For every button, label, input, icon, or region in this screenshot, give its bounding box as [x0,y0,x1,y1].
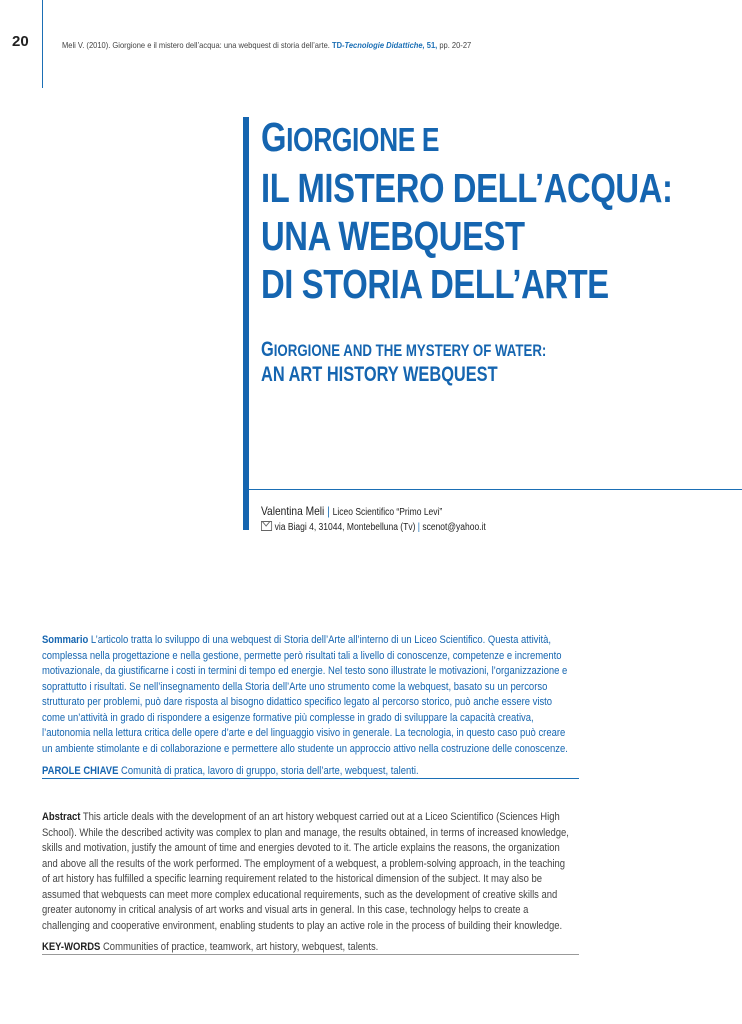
key-words-rule [42,954,579,955]
author-line [261,504,442,518]
subtitle-line-1: GIORGIONE AND THE MYSTERY OF WATER: [261,338,547,361]
parole-chiave-label: PAROLE CHIAVE [42,765,119,777]
sommario-label: Sommario [42,634,89,646]
abstract-paragraph [42,810,575,934]
author-divider [249,489,742,490]
author-affiliation: Liceo Scientifico “Primo Levi” [332,507,443,518]
title-line-1: GIORGIONE E [261,114,440,160]
sommario-text: L’articolo tratta lo sviluppo di una webquest di Storia dell’Arte all’interno di un Liceo Scientifico. Questa attività, complessa nella progettazione e nella gestione, permette però risultati tali a livello di conoscenze, competenze e incremento motivazionale, da giustificarne i costi in termini di tempo ed energie. Nel testo sono illustrate le motivazioni, l’organizzazione e soprattutto i risultati. Se nell’insegnamento della Storia dell’Arte uno strumento come la webquest, basato su un percorso strutturato per problemi, può dare risposta al bisogno didattico specifico legato al percorso storico, può anche essere visto come un’attività in grado di rispondere a esigenze formative più complesse in grado di sviluppare la capacità creativa, l’autonomia nella lettura critica delle opere d’arte e del linguaggio visivo in generale. La tecnologia, in questo caso può creare un ambiente stimolante e di collaborazione e permettere allo studente un approccio attivo nella costruzione delle conoscenze. [42,634,568,755]
key-words-label: KEY-WORDS [42,941,101,953]
journal-volume: 51, [426,40,438,50]
sommario-paragraph [42,633,575,757]
subtitle-line-2: AN ART HISTORY WEBQUEST [261,363,498,386]
article-title [261,113,673,308]
address-line [261,521,486,533]
title-line-4: DI STORIA DELL’ARTE [261,261,609,307]
title-line-2: IL MISTERO DELL’ACQUA: [261,165,673,211]
parole-chiave-text: Comunità di pratica, lavoro di gruppo, storia dell’arte, webquest, talenti. [121,765,419,777]
journal-abbr: TD- [331,40,345,50]
abstract-label: Abstract [42,811,81,823]
parole-chiave-rule [42,778,579,779]
page-number: 20 [12,33,29,50]
journal-pages: pp. 20-27 [439,40,472,50]
address-separator: | [417,522,420,533]
key-words [42,941,378,953]
author-separator: | [327,504,330,518]
author-name: Valentina Meli [261,504,325,518]
journal-name: Tecnologie Didattiche, [344,40,425,50]
title-line-3: UNA WEBQUEST [261,213,525,259]
header-vertical-rule [42,0,43,88]
author-address: via Biagi 4, 31044, Montebelluna (Tv) [274,522,416,533]
running-head-citation: Meli V. (2010). Giorgione e il mistero dell’acqua: una webquest di storia dell’arte. [62,40,330,50]
parole-chiave [42,765,419,777]
abstract-text: This article deals with the development of an art history webquest carried out at a Liceo Scientifico (Sciences High School). While the described activity was complex to plan and manage, the results obtained, in terms of increased knowledge, skills and motivation, justify the amount of time and energies devoted to it. The article explains the reasons, the organization and above all the results of the work performed. The employment of a webquest, a problem-solving approach, in the teaching of art history has fulfilled a specific learning requirement related to the historical dimension of the subject. It may also be assumed that webquests can meet more complex educational requirements, such as the development of creative skills and greater autonomy in critical analysis of art works and visual arts in general. In this case, technology helps to create a challenging and cooperative environment, enabling students to play an active role in the process of building their knowledge. [42,811,569,932]
running-head [62,40,471,50]
title-accent-bar [243,117,249,530]
envelope-icon [261,521,272,531]
article-subtitle [261,338,546,387]
author-email[interactable]: scenot@yahoo.it [422,522,486,533]
key-words-text: Communities of practice, teamwork, art history, webquest, talents. [102,941,379,953]
